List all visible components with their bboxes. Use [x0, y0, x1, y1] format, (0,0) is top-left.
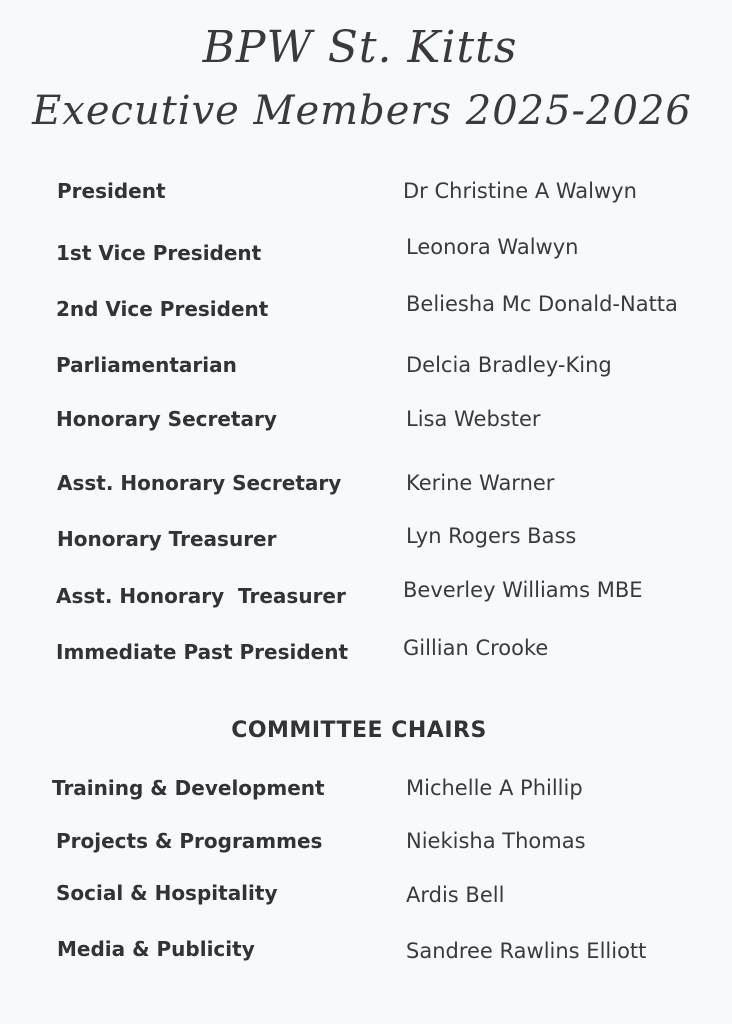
role-2nd-vice-president: 2nd Vice President [56, 297, 269, 321]
committee-chairs-heading: COMMITTEE CHAIRS [231, 718, 487, 743]
member-honorary-secretary: Lisa Webster [406, 407, 541, 431]
role-immediate-past-president: Immediate Past President [56, 640, 349, 664]
page-title: BPW St. Kitts [202, 22, 518, 73]
member-honorary-treasurer: Lyn Rogers Bass [406, 524, 577, 548]
member-asst-honorary-treasurer: Beverley Williams MBE [403, 578, 643, 602]
role-media-publicity: Media & Publicity [57, 937, 255, 961]
role-1st-vice-president: 1st Vice President [56, 241, 262, 265]
member-social-hospitality: Ardis Bell [406, 883, 505, 907]
role-asst-honorary-treasurer: Asst. Honorary Treasurer [56, 584, 346, 608]
member-immediate-past-president: Gillian Crooke [403, 636, 549, 660]
page-subtitle: Executive Members 2025-2026 [32, 88, 692, 134]
role-projects-programmes: Projects & Programmes [56, 829, 323, 853]
role-parliamentarian: Parliamentarian [56, 353, 237, 377]
member-2nd-vice-president: Beliesha Mc Donald-Natta [406, 292, 678, 316]
role-social-hospitality: Social & Hospitality [56, 881, 278, 905]
role-honorary-secretary: Honorary Secretary [56, 407, 277, 431]
role-president: President [57, 179, 166, 203]
member-president: Dr Christine A Walwyn [403, 179, 637, 203]
role-asst-honorary-secretary: Asst. Honorary Secretary [57, 471, 342, 495]
member-asst-honorary-secretary: Kerine Warner [406, 471, 555, 495]
member-parliamentarian: Delcia Bradley-King [406, 353, 612, 377]
member-1st-vice-president: Leonora Walwyn [406, 235, 579, 259]
role-honorary-treasurer: Honorary Treasurer [57, 527, 277, 551]
member-training-development: Michelle A Phillip [406, 776, 583, 800]
role-training-development: Training & Development [52, 776, 325, 800]
member-media-publicity: Sandree Rawlins Elliott [406, 939, 647, 963]
member-projects-programmes: Niekisha Thomas [406, 829, 586, 853]
